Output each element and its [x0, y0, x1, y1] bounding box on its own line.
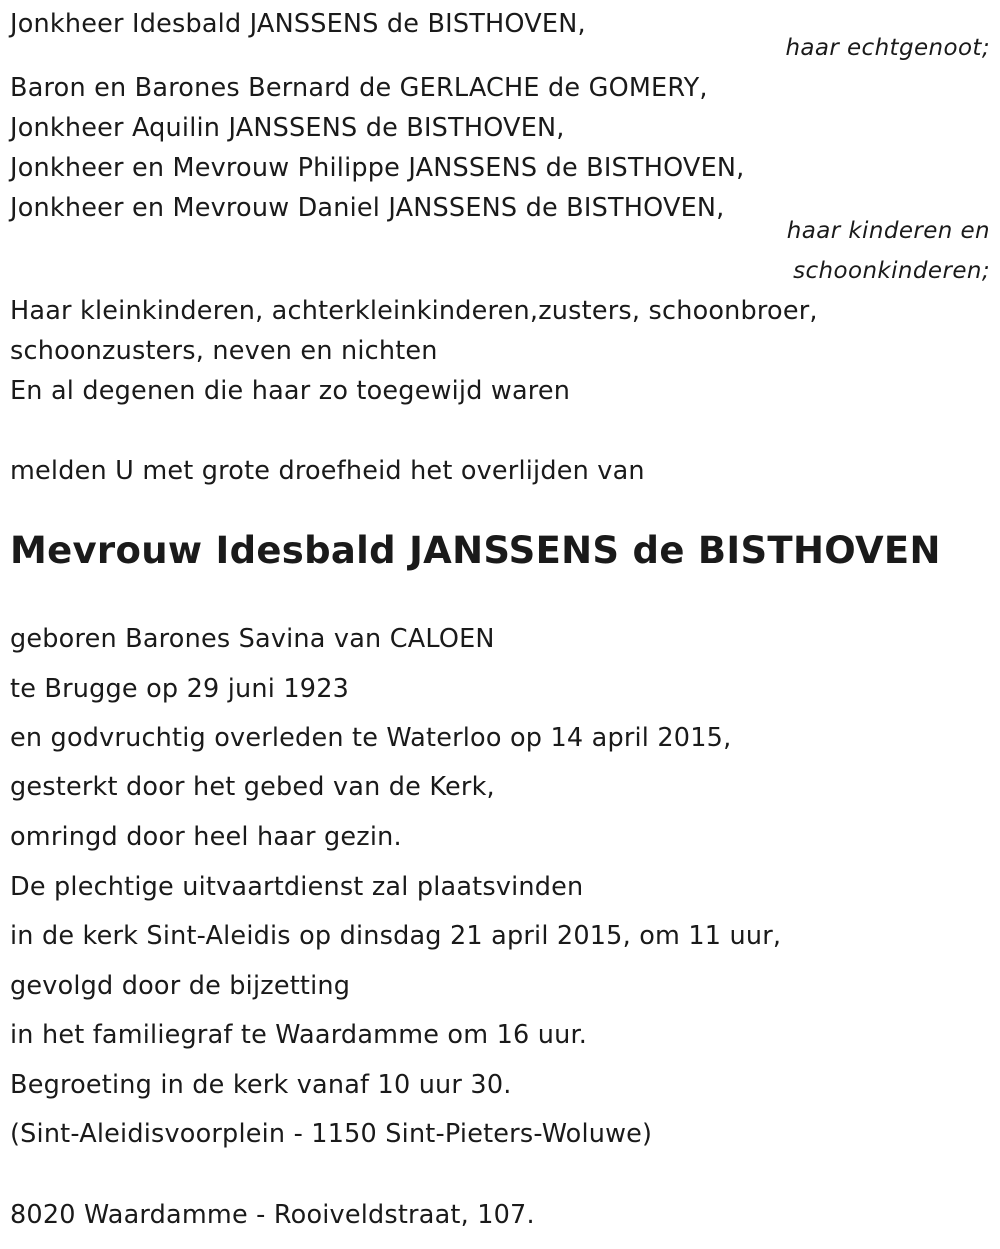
detail-line: gevolgd door de bijzetting: [10, 971, 351, 1001]
detail-line: omringd door heel haar gezin.: [10, 822, 402, 852]
detail-line: (Sint-Aleidisvoorplein - 1150 Sint-Pieters-Woluwe): [10, 1119, 653, 1149]
detail-line: Begroeting in de kerk vanaf 10 uur 30.: [10, 1070, 512, 1100]
deceased-name: Mevrouw Idesbald JANSSENS de BISTHOVEN: [10, 529, 941, 572]
detail-line: te Brugge op 29 juni 1923: [10, 674, 350, 704]
detail-line: gesterkt door het gebed van de Kerk,: [10, 772, 495, 802]
address: 8020 Waardamme - Rooiveldstraat, 107.: [10, 1200, 535, 1230]
detail-line: De plechtige uitvaartdienst zal plaatsvinden: [10, 872, 584, 902]
children-role: schoonkinderen;: [793, 258, 990, 284]
detail-line: in het familiegraf te Waardamme om 16 uur.: [10, 1020, 588, 1050]
detail-line: en godvruchtig overleden te Waterloo op 14 april 2015,: [10, 723, 732, 753]
children-line: Baron en Barones Bernard de GERLACHE de GOMERY,: [10, 73, 708, 103]
family-line: schoonzusters, neven en nichten: [10, 336, 438, 366]
detail-line: in de kerk Sint-Aleidis op dinsdag 21 april 2015, om 11 uur,: [10, 921, 782, 951]
announcement: melden U met grote droefheid het overlijden van: [10, 456, 645, 486]
children-line: Jonkheer en Mevrouw Philippe JANSSENS de BISTHOVEN,: [10, 153, 745, 183]
children-role: haar kinderen en: [786, 218, 990, 244]
spouse-role: haar echtgenoot;: [785, 35, 990, 61]
family-line: Haar kleinkinderen, achterkleinkinderen,zusters, schoonbroer,: [10, 296, 818, 326]
children-line: Jonkheer Aquilin JANSSENS de BISTHOVEN,: [10, 113, 565, 143]
family-line: En al degenen die haar zo toegewijd waren: [10, 376, 571, 406]
children-line: Jonkheer en Mevrouw Daniel JANSSENS de BISTHOVEN,: [10, 193, 725, 223]
spouse-line: Jonkheer Idesbald JANSSENS de BISTHOVEN,: [10, 9, 586, 39]
detail-line: geboren Barones Savina van CALOEN: [10, 624, 495, 654]
